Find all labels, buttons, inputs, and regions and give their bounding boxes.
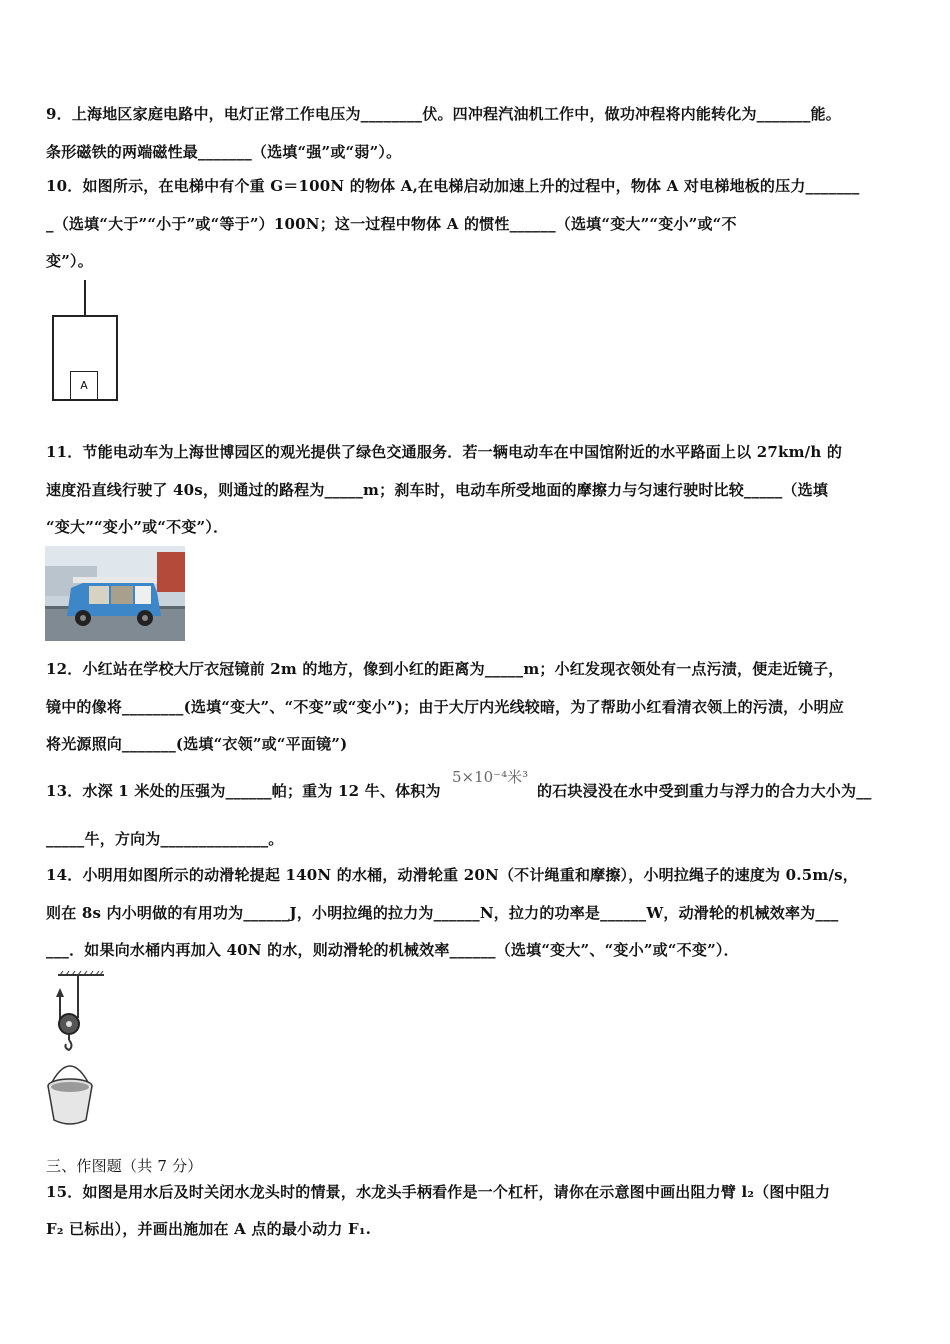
q11-line1: 11．节能电动车为上海世博园区的观光提供了绿色交通服务．若一辆电动车在中国馆附近的水平路面上以 27km/h 的 (46, 443, 843, 461)
q12-line2: 镜中的像将________(选填“变大”、“不变”或“变小”)；由于大厅内光线较暗，为了帮助小红看清衣领上的污渍，小明应 (46, 698, 844, 716)
q12-line1: 12．小红站在学校大厅衣冠镜前 2m 的地方，像到小红的距离为_____m；小红发现衣领处有一点污渍，便走近镜子， (46, 660, 844, 678)
q11-line3: “变大”“变小”或“不变”）． (46, 518, 229, 536)
elevator-cable (84, 280, 86, 316)
q13-line1-b: 的石块浸没在水中受到重力与浮力的合力大小为__ (537, 782, 872, 800)
electric-car-photo (45, 546, 185, 641)
q13-line2: _____牛，方向为______________。 (46, 830, 284, 848)
q11-line2: 速度沿直线行驶了 40s，则通过的路程为_____m；刹车时，电动车所受地面的摩擦力与匀速行驶时比较_____（选填 (46, 481, 829, 499)
pulley-figure (44, 970, 114, 1130)
object-a-box: A (70, 371, 98, 401)
q14-line3: ___．如果向水桶内再加入 40N 的水，则动滑轮的机械效率______（选填“变大”、“变小”或“不变”）． (46, 941, 739, 959)
q13-line1-a: 13．水深 1 米处的压强为______帕；重为 12 牛、体积为 (46, 782, 441, 800)
q9-line1: 9．上海地区家庭电路中，电灯正常工作电压为________伏。四冲程汽油机工作中，做功冲程将内能转化为_______能。 (46, 105, 841, 123)
q14-line1: 14．小明用如图所示的动滑轮提起 140N 的水桶，动滑轮重 20N（不计绳重和摩擦），小明拉绳子的速度为 0.5m/s， (46, 866, 858, 884)
q15-line2: F₂ 已标出），并画出施加在 A 点的最小动力 F₁. (46, 1220, 372, 1238)
q9-line2: 条形磁铁的两端磁性最_______（选填“强”或“弱”）。 (46, 143, 402, 161)
section-3-heading: 三、作图题（共 7 分） (46, 1157, 203, 1175)
pulley-bucket-diagram (44, 970, 114, 1130)
q12-line3: 将光源照向_______(选填“衣领”或“平面镜”) (46, 735, 348, 753)
q10-line2: _（选填“大于”“小于”或“等于”）100N；这一过程中物体 A 的惯性______（选填“变大”“变小”或“不 (46, 215, 737, 233)
electric-car-image (45, 546, 185, 641)
q10-line3: 变”）。 (46, 252, 93, 270)
elevator-figure (52, 280, 118, 402)
q10-line1: 10．如图所示，在电梯中有个重 G＝100N 的物体 A,在电梯启动加速上升的过程中，物体 A 对电梯地板的压力_______ (46, 177, 860, 195)
q13-volume-formula: 5×10⁻⁴米³ (452, 768, 529, 786)
q15-line1: 15．如图是用水后及时关闭水龙头时的情景，水龙头手柄看作是一个杠杆，请你在示意图中画出阻力臂 l₂（图中阻力 (46, 1183, 831, 1201)
q14-line2: 则在 8s 内小明做的有用功为______J，小明拉绳的拉力为______N，拉力的功率是______W，动滑轮的机械效率为___ (46, 904, 839, 922)
